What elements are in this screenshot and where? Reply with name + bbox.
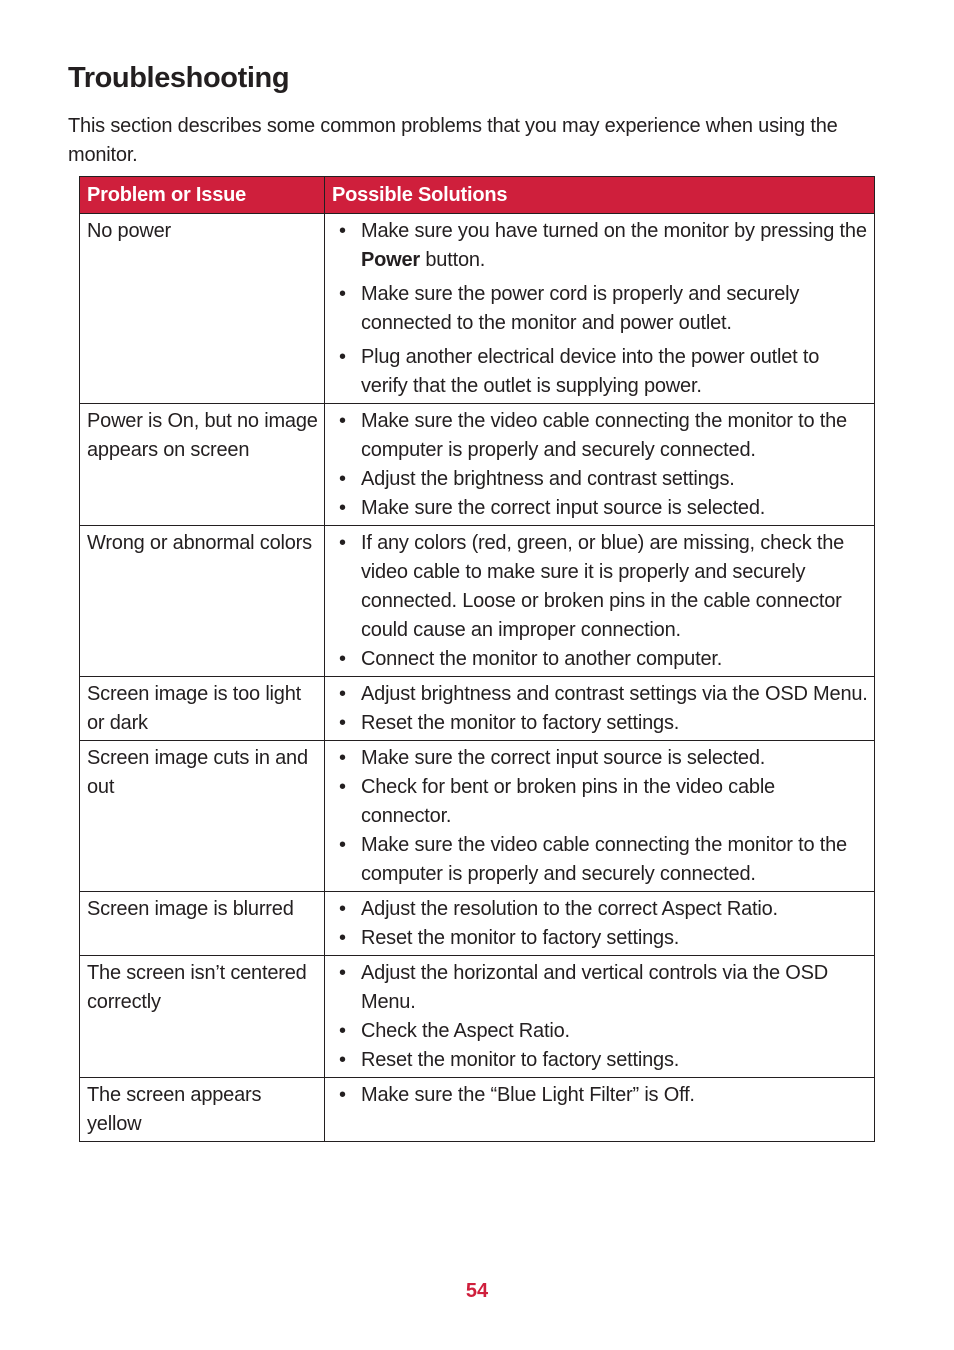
solution-list bbox=[337, 529, 868, 674]
solutions-cell bbox=[325, 892, 875, 956]
bullet: • bbox=[339, 834, 346, 856]
page-title: Troubleshooting bbox=[68, 62, 290, 94]
solution-item bbox=[337, 680, 868, 709]
solutions-cell bbox=[325, 404, 875, 526]
issue-cell: Power is On, but no image appears on screen bbox=[80, 404, 325, 526]
solution-text: Adjust brightness and contrast settings via the OSD Menu. bbox=[361, 683, 868, 705]
solution-item bbox=[337, 465, 868, 494]
bullet: • bbox=[339, 468, 346, 490]
solution-list bbox=[337, 680, 868, 738]
bullet: • bbox=[339, 776, 346, 798]
bullet: • bbox=[339, 747, 346, 769]
solution-list bbox=[337, 895, 868, 953]
bullet: • bbox=[339, 962, 346, 984]
solution-item bbox=[337, 773, 868, 831]
solution-text: button. bbox=[420, 249, 486, 271]
table-row bbox=[80, 1078, 875, 1142]
solution-item bbox=[337, 1046, 868, 1075]
solution-item bbox=[337, 280, 868, 338]
issue-cell: Screen image is blurred bbox=[80, 892, 325, 956]
solution-item bbox=[337, 1081, 868, 1110]
solution-text: Make sure the “Blue Light Filter” is Off. bbox=[361, 1084, 695, 1106]
solution-item bbox=[337, 744, 868, 773]
solution-text: Plug another electrical device into the power outlet to verify that the outlet is supplying power. bbox=[361, 346, 820, 397]
bullet: • bbox=[339, 648, 346, 670]
intro-paragraph: This section describes some common problems that you may experience when using the monitor. bbox=[68, 115, 838, 166]
bullet: • bbox=[339, 346, 346, 368]
solutions-cell bbox=[325, 1078, 875, 1142]
solution-item bbox=[337, 343, 868, 401]
table-row bbox=[80, 677, 875, 741]
solution-text: Make sure the correct input source is selected. bbox=[361, 747, 766, 769]
solutions-cell bbox=[325, 741, 875, 892]
solution-list bbox=[337, 959, 868, 1075]
solutions-cell bbox=[325, 214, 875, 404]
issue-cell: Wrong or abnormal colors bbox=[80, 526, 325, 677]
issue-cell: Screen image is too light or dark bbox=[80, 677, 325, 741]
issue-cell: No power bbox=[80, 214, 325, 404]
solution-text: Make sure the correct input source is selected. bbox=[361, 497, 766, 519]
bullet: • bbox=[339, 410, 346, 432]
page-number: 54 bbox=[465, 1280, 489, 1302]
bullet: • bbox=[339, 927, 346, 949]
bullet: • bbox=[339, 1084, 346, 1106]
solution-text: Make sure the power cord is properly and securely connected to the monitor and power outlet. bbox=[361, 283, 800, 334]
bullet: • bbox=[339, 220, 346, 242]
troubleshooting-table bbox=[79, 176, 875, 1142]
table-row bbox=[80, 404, 875, 526]
solution-text: Check for bent or broken pins in the video cable connector. bbox=[361, 776, 775, 827]
bullet: • bbox=[339, 712, 346, 734]
solution-item bbox=[337, 895, 868, 924]
solution-item bbox=[337, 645, 868, 674]
solution-list bbox=[337, 407, 868, 523]
bullet: • bbox=[339, 683, 346, 705]
solution-item bbox=[337, 494, 868, 523]
bullet: • bbox=[339, 898, 346, 920]
solution-item bbox=[337, 529, 868, 645]
issue-cell: Screen image cuts in and out bbox=[80, 741, 325, 892]
power-button-label: Power bbox=[361, 249, 421, 271]
bullet: • bbox=[339, 1020, 346, 1042]
solution-list bbox=[337, 217, 868, 401]
solution-text: Reset the monitor to factory settings. bbox=[361, 927, 680, 949]
solution-text: If any colors (red, green, or blue) are missing, check the video cable to make sure it is properly and securely connected. Loose or broken pins in the cable connector could cause an improper connection. bbox=[361, 532, 845, 641]
solution-item bbox=[337, 959, 868, 1017]
solution-item bbox=[337, 831, 868, 889]
solution-text: Connect the monitor to another computer. bbox=[361, 648, 723, 670]
solution-text: Check the Aspect Ratio. bbox=[361, 1020, 570, 1042]
solution-text: Adjust the brightness and contrast settings. bbox=[361, 468, 735, 490]
table-row bbox=[80, 214, 875, 404]
bullet: • bbox=[339, 532, 346, 554]
solution-text: Reset the monitor to factory settings. bbox=[361, 1049, 680, 1071]
solution-text: Make sure you have turned on the monitor by pressing the bbox=[361, 220, 867, 242]
table-row bbox=[80, 956, 875, 1078]
table-header-row bbox=[80, 177, 875, 214]
bullet: • bbox=[339, 497, 346, 519]
solutions-cell bbox=[325, 526, 875, 677]
solution-item bbox=[337, 1017, 868, 1046]
solution-text: Reset the monitor to factory settings. bbox=[361, 712, 680, 734]
table-row bbox=[80, 526, 875, 677]
solution-item bbox=[337, 217, 868, 275]
solution-text: Make sure the video cable connecting the monitor to the computer is properly and securely connected. bbox=[361, 834, 847, 885]
solution-text: Make sure the video cable connecting the monitor to the computer is properly and securely connected. bbox=[361, 410, 847, 461]
solution-list bbox=[337, 1081, 868, 1110]
bullet: • bbox=[339, 1049, 346, 1071]
solutions-cell bbox=[325, 677, 875, 741]
solution-text: Adjust the resolution to the correct Aspect Ratio. bbox=[361, 898, 778, 920]
solutions-cell bbox=[325, 956, 875, 1078]
header-problem: Problem or Issue bbox=[80, 177, 325, 214]
solution-item bbox=[337, 924, 868, 953]
solution-text: Adjust the horizontal and vertical controls via the OSD Menu. bbox=[361, 962, 829, 1013]
solution-item bbox=[337, 709, 868, 738]
issue-cell: The screen isn’t centered correctly bbox=[80, 956, 325, 1078]
solution-item bbox=[337, 407, 868, 465]
header-solutions: Possible Solutions bbox=[325, 177, 875, 214]
solution-list bbox=[337, 744, 868, 889]
issue-cell: The screen appears yellow bbox=[80, 1078, 325, 1142]
table-row bbox=[80, 892, 875, 956]
table-row bbox=[80, 741, 875, 892]
bullet: • bbox=[339, 283, 346, 305]
